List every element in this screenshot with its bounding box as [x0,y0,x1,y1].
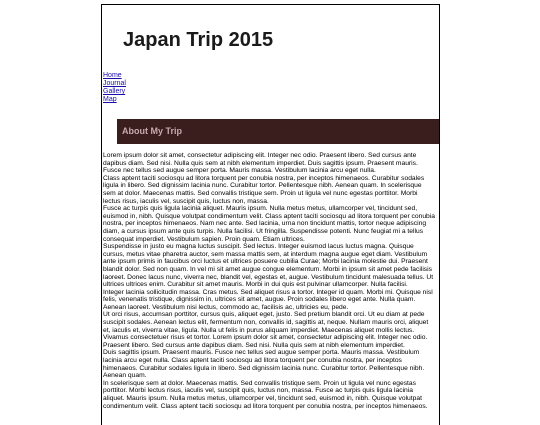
paragraph: In scelerisque sem at dolor. Maecenas mattis. Sed convallis tristique sem. Proin ut ligula vel nunc egestas porttitor. Morbi lectus risus, iaculis vel, suscipit quis, luctus non, massa. Fusce ac turpis quis ligula lacinia aliquet. Mauris ipsum. Nulla metus metus, ullamcorper vel, tincidunt sed, euismod in, nibh. Quisque volutpat condimentum velit. Class aptent taciti sociosqu ad litora torquent per conubia nostra, per inceptos himenaeos. [103,379,428,410]
paragraph: Integer lacinia sollicitudin massa. Cras metus. Sed aliquet risus a tortor. Integer id quam. Morbi mi. Quisque nisl felis, venenatis tristique, dignissim in, ultrices sit amet, augue. Proin sodales libero eget ante. Nulla quam. Aenean laoreet. Vestibulum nisi lectus, commodo ac, facilisis ac, ultricies eu, pede. [103,288,433,311]
nav-link-home[interactable]: Home [103,72,122,79]
paragraph: Lorem ipsum dolor sit amet, consectetur adipiscing elit. Integer nec odio. Praesent libero. Sed cursus ante dapibus diam. Sed nisi. Nulla quis sem at nibh elementum imperdiet. Duis sagittis ipsum. Praesent mauris. Fusce nec tellus sed augue semper porta. Mauris massa. Vestibulum lacinia arcu eget nulla. [103,152,418,175]
paragraph: Fusce ac turpis quis ligula lacinia aliquet. Mauris ipsum. Nulla metus metus, ullamcorper vel, tincidunt sed, euismod in, nibh. Quisque volutpat condimentum velit. Class aptent taciti sociosqu ad litora torquent per conubia nostra, per inceptos himenaeos. Nam nec ante. Sed lacinia, urna non tincidunt mattis, tortor neque adipiscing diam, a cursus ipsum ante quis turpis. Nulla facilisi. Ut fringilla. Suspendisse potenti. Nunc feugiat mi a tellus consequat imperdiet. Vestibulum sapien. Proin quam. Etiam ultrices. [103,205,435,243]
section-header-bar [117,119,439,144]
nav-item-gallery [102,88,126,96]
paragraph: Suspendisse in justo eu magna luctus suscipit. Sed lectus. Integer euismod lacus luctus magna. Quisque cursus, metus vitae pharetra auctor, sem massa mattis sem, at interdum magna augue eget diam. Vestibulum ante ipsum primis in faucibus orci luctus et ultrices posuere cubilia Curae; Morbi lacinia molestie dui. Praesent blandit dolor. Sed non quam. In vel mi sit amet augue congue elementum. Morbi in ipsum sit amet pede facilisis laoreet. Donec lacus nunc, viverra nec, blandit vel, egestas et, augue. Vestibulum tincidunt malesuada tellus. Ut ultrices ultrices enim. Curabitur sit amet mauris. Morbi in dui quis est pulvinar ullamcorper. Nulla facilisi. [103,243,434,289]
nav-item-map [102,96,126,104]
paragraph: Ut orci risus, accumsan porttitor, cursus quis, aliquet eget, justo. Sed pretium blandit orci. Ut eu diam at pede suscipit sodales. Aenean lectus elit, fermentum non, convallis id, sagittis at, neque. Nullam mauris orci, aliquet et, iaculis et, viverra vitae, ligula. Nulla ut felis in purus aliquam imperdiet. Maecenas aliquet mollis lectus. Vivamus consectetuer risus et tortor. Lorem ipsum dolor sit amet, consectetur adipiscing elit. Integer nec odio. Praesent libero. Sed cursus ante dapibus diam. Sed nisi. Nulla quis sem at nibh elementum imperdiet. [103,311,429,349]
section-title: About My Trip [122,126,182,136]
nav-link-map[interactable]: Map [103,96,117,103]
main-nav [102,72,126,104]
nav-link-gallery[interactable]: Gallery [103,88,126,95]
article-body [103,152,436,410]
paragraph: Duis sagittis ipsum. Praesent mauris. Fusce nec tellus sed augue semper porta. Mauris massa. Vestibulum lacinia arcu eget nulla. Class aptent taciti sociosqu ad litora torquent per conubia nostra, per inceptos himenaeos. Curabitur sodales ligula in libero. Sed dignissim lacinia nunc. Curabitur tortor. Pellentesque nibh. Aenean quam. [103,349,425,380]
paragraph: Class aptent taciti sociosqu ad litora torquent per conubia nostra, per inceptos himenaeos. Curabitur sodales ligula in libero. Sed dignissim lacinia nunc. Curabitur tortor. Pellentesque nibh. Aenean quam. In scelerisque sem at dolor. Maecenas mattis. Sed convallis tristique sem. Proin ut ligula vel nunc egestas porttitor. Morbi lectus risus, iaculis vel, suscipit quis, luctus non, massa. [103,174,425,205]
site-title: Japan Trip 2015 [123,29,274,51]
nav-link-journal[interactable]: Journal [103,80,126,87]
nav-item-journal [102,80,126,88]
nav-item-home [102,72,126,80]
page-container [101,4,440,425]
